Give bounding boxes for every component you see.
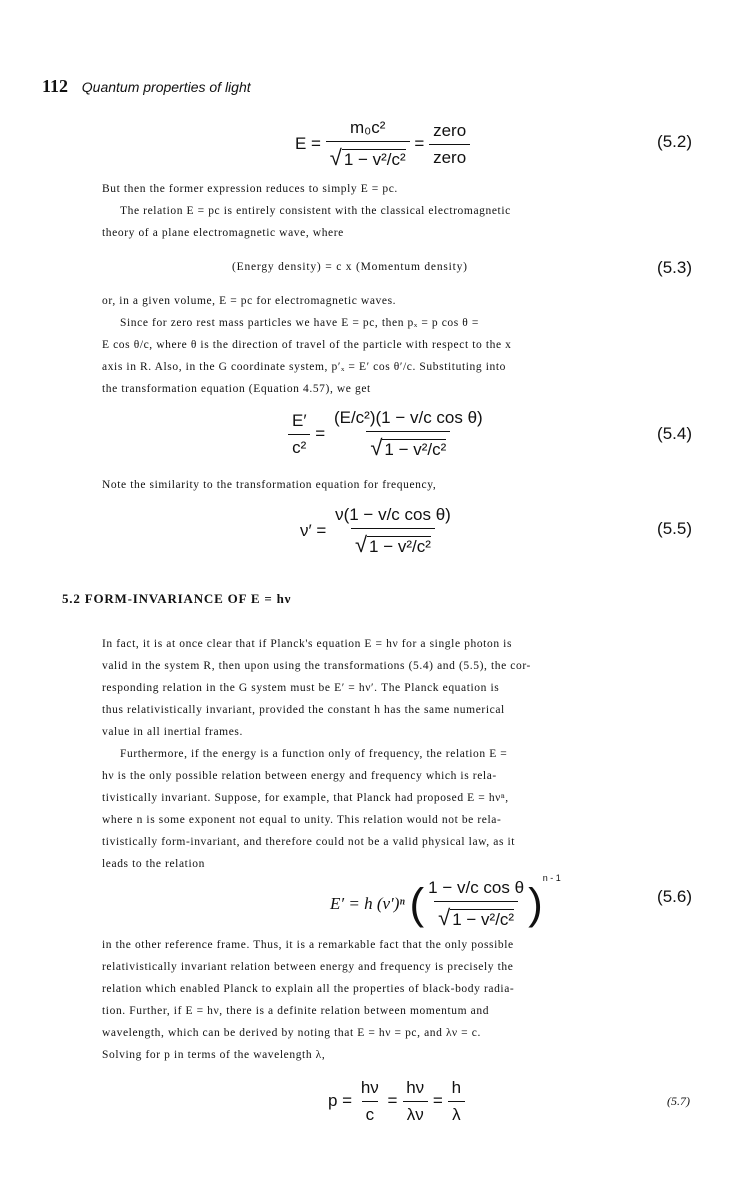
- equation-number-5-6: (5.6): [657, 887, 692, 906]
- text-line: theory of a plane electromagnetic wave, where: [102, 227, 344, 239]
- text-line: relativistically invariant relation between energy and frequency is precisely the: [102, 961, 514, 973]
- page-number: 112: [42, 76, 69, 96]
- text-line: tivistically form-invariant, and therefore could not be a valid physical law, as it: [102, 836, 516, 848]
- text-line: Note the similarity to the transformation equation for frequency,: [102, 479, 437, 491]
- sqrt-icon: √: [438, 905, 451, 931]
- text-line: In fact, it is at once clear that if Planck's equation E = hν for a single photon is: [102, 638, 513, 650]
- eq-5-2-lhs: E =: [295, 133, 321, 153]
- equation-number-5-7: (5.7): [667, 1094, 690, 1108]
- eq-5-6-num: 1 − v/c cos θ: [428, 878, 525, 898]
- text-line: wavelength, which can be derived by noting that E = hν = pc, and λν = c.: [102, 1027, 481, 1039]
- equation-number-5-5: (5.5): [657, 519, 692, 538]
- equation-5-7: [328, 1078, 465, 1125]
- eq-5-2-numerator: m₀c²: [350, 118, 386, 137]
- text-line: Furthermore, if the energy is a function only of frequency, the relation E =: [120, 748, 508, 760]
- page-header: [42, 76, 251, 97]
- eq-5-4-equals: =: [315, 423, 326, 443]
- eq-5-4-rhs-den: 1 − v²/c²: [384, 440, 447, 459]
- eq-5-7-frac-1: [357, 1078, 383, 1125]
- eq-5-4-lhs-den: c²: [288, 434, 310, 458]
- eq-5-7-lhs: p =: [328, 1090, 353, 1110]
- equation-5-2: [295, 118, 470, 171]
- eq-5-5-den: 1 − v²/c²: [369, 537, 431, 556]
- text-line: The relation E = pc is entirely consistent with the classical electromagnetic: [120, 205, 511, 217]
- eq-5-2-zero-den: zero: [429, 144, 470, 168]
- eq-5-2-zero-fraction: [429, 121, 470, 168]
- equation-5-3: (Energy density) = c x (Momentum density): [232, 261, 468, 273]
- eq-5-7-frac-2: [402, 1078, 428, 1125]
- text-line: tivistically invariant. Suppose, for example, that Planck had proposed E = hνⁿ,: [102, 792, 509, 804]
- eq-5-4-lhs: [288, 411, 311, 458]
- eq-5-2-zero-num: zero: [433, 121, 467, 140]
- sqrt-icon: √: [370, 435, 383, 460]
- eq-5-5-num: ν(1 − v/c cos θ): [335, 505, 451, 524]
- paragraph-5: [102, 743, 694, 875]
- text-line: leads to the relation: [102, 858, 205, 870]
- left-paren-icon: (: [409, 879, 425, 929]
- eq-5-6-den: 1 − v²/c²: [452, 910, 515, 930]
- eq-5-6-lhs: E′ = h (ν′)ⁿ: [330, 894, 405, 913]
- sqrt-icon: √: [354, 532, 368, 557]
- eq-5-4-rhs-num: (E/c²)(1 − v/c cos θ): [333, 408, 483, 427]
- text-line: Solving for p in terms of the wavelength λ,: [102, 1049, 326, 1061]
- text-line: responding relation in the G system must be E′ = hν′. The Planck equation is: [102, 682, 500, 694]
- text-line: or, in a given volume, E = pc for electromagnetic waves.: [102, 295, 397, 307]
- eq-5-5-lhs: ν′ =: [300, 520, 327, 540]
- equation-5-4: [288, 408, 487, 461]
- eq-5-4-rhs: [330, 408, 487, 461]
- running-title: Quantum properties of light: [81, 79, 251, 95]
- eq-5-5-fraction: [331, 505, 455, 558]
- text-line: E cos θ/c, where θ is the direction of travel of the particle with respect to the x: [102, 339, 512, 351]
- text-line: hν is the only possible relation between energy and frequency which is rela-: [102, 770, 497, 782]
- eq-5-2-fraction: [326, 118, 410, 171]
- eq-5-7-f3-den: λ: [448, 1101, 465, 1125]
- eq-5-6-fraction: [424, 878, 528, 931]
- equation-number-5-4: (5.4): [657, 424, 692, 443]
- eq-5-7-eq2: =: [432, 1090, 443, 1110]
- text-line: the transformation equation (Equation 4.57), we get: [102, 383, 371, 395]
- text-line: thus relativistically invariant, provided the constant h has the same numerical: [102, 704, 505, 716]
- eq-5-7-frac-3: [448, 1078, 465, 1125]
- right-paren-icon: ): [528, 879, 543, 929]
- equation-number-5-3: (5.3): [657, 258, 692, 277]
- paragraph-6: [102, 934, 694, 1066]
- eq-5-2-equals: =: [414, 133, 425, 153]
- text-line: in the other reference frame. Thus, it is a remarkable fact that the only possible: [102, 939, 514, 951]
- text-line: value in all inertial frames.: [102, 726, 243, 738]
- text-line: But then the former expression reduces to simply E = pc.: [102, 183, 398, 195]
- eq-5-7-f1-den: c: [362, 1101, 379, 1125]
- section-heading: 5.2 FORM-INVARIANCE OF E = hν: [62, 591, 292, 606]
- sqrt-icon: √: [329, 145, 342, 170]
- text-line: axis in R. Also, in the G coordinate system, p′ₓ = E′ cos θ′/c. Substituting into: [102, 361, 506, 373]
- eq-5-7-f2-den: λν: [403, 1101, 428, 1125]
- paragraph-4: [102, 633, 694, 743]
- eq-5-4-lhs-num: E′: [292, 411, 307, 430]
- eq-5-7-f3-num: h: [451, 1078, 462, 1097]
- eq-5-7-f1-num: hν: [360, 1078, 379, 1097]
- eq-5-7-eq1: =: [387, 1090, 398, 1110]
- text-line: valid in the system R, then upon using the transformations (5.4) and (5.5), the cor-: [102, 660, 531, 672]
- equation-5-5: [300, 505, 455, 558]
- eq-5-6-exponent: n - 1: [542, 873, 561, 883]
- text-line: relation which enabled Planck to explain all the properties of black-body radia-: [102, 983, 515, 995]
- equation-number-5-2: (5.2): [657, 132, 692, 151]
- paragraph-1: [102, 178, 694, 244]
- paragraph-3: [102, 474, 694, 496]
- equation-5-6: [330, 873, 561, 931]
- eq-5-2-denominator: 1 − v²/c²: [343, 150, 406, 169]
- text-line: Since for zero rest mass particles we have E = pc, then pₓ = p cos θ =: [120, 317, 479, 329]
- text-line: tion. Further, if E = hν, there is a definite relation between momentum and: [102, 1005, 490, 1017]
- text-line: where n is some exponent not equal to unity. This relation would not be rela-: [102, 814, 502, 826]
- paragraph-2: [102, 290, 694, 400]
- eq-5-7-f2-num: hν: [406, 1078, 425, 1097]
